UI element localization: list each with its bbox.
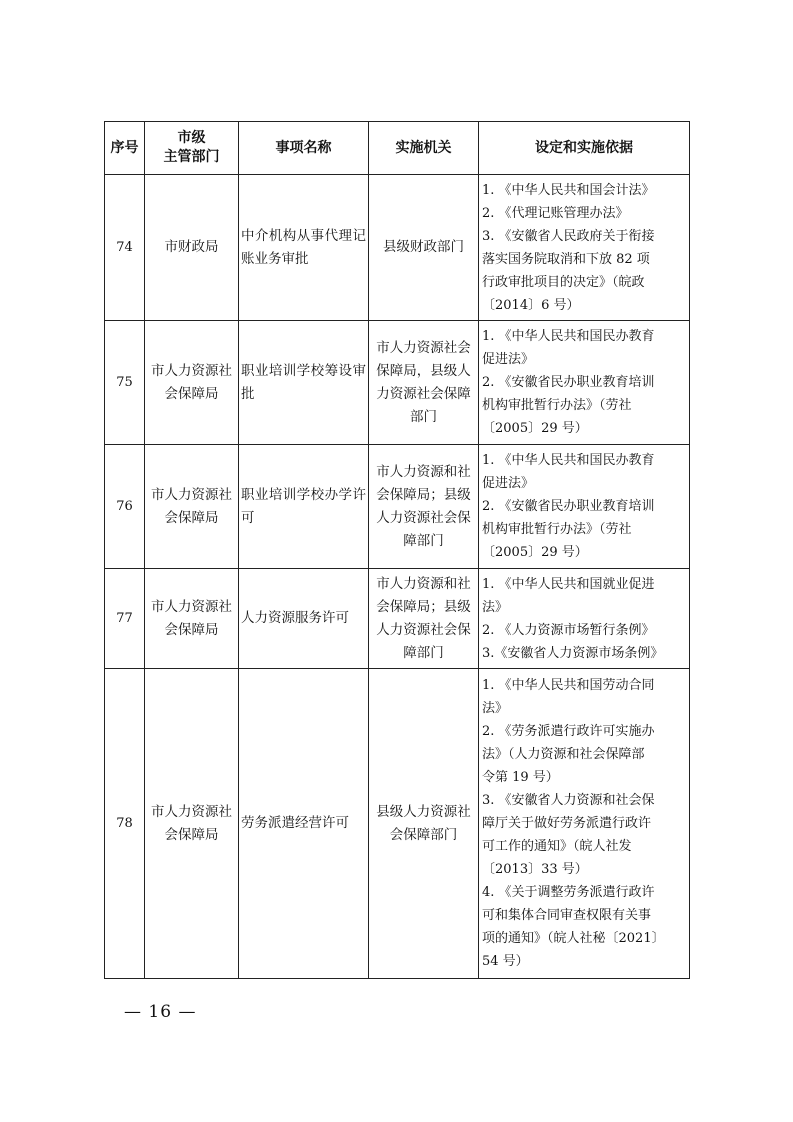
basis-line: 促进法》 (482, 352, 535, 367)
basis-line: 机构审批暂行办法》（劳社 (482, 522, 632, 537)
row-dept: 市人力资源社会保障局 (145, 669, 239, 979)
approval-items-table (104, 121, 690, 979)
basis-line: 促进法》 (482, 476, 535, 491)
basis-line: 4. 《关于调整劳务派遣行政许 (482, 885, 655, 900)
row-num: 77 (105, 569, 145, 669)
basis-line: 2. 《人力资源市场暂行条例》 (482, 622, 655, 638)
row-org: 县级人力资源社会保障部门 (369, 669, 479, 979)
basis-line: 法》（人力资源和社会保障部 (482, 747, 645, 762)
table-row (105, 669, 690, 979)
header-basis: 设定和实施依据 (479, 122, 690, 175)
basis-line: 〔2005〕29 号） (482, 545, 588, 560)
row-dept: 市财政局 (145, 175, 239, 321)
table-row (105, 445, 690, 569)
basis-line: 2. 《劳务派遣行政许可实施办 (482, 724, 655, 739)
table-header-row (105, 122, 690, 175)
basis-line: 可工作的通知》（皖人社发 (482, 839, 632, 854)
basis-line: 3. 《安徽省人民政府关于衔接 (482, 228, 655, 244)
row-dept: 市人力资源社会保障局 (145, 321, 239, 445)
basis-line: 可和集体合同审查权限有关事 (482, 908, 652, 923)
row-basis (479, 669, 690, 979)
row-item-name: 职业培训学校办学许可 (239, 445, 369, 569)
row-basis (479, 445, 690, 569)
basis-line: 2. 《安徽省民办职业教育培训 (482, 375, 655, 390)
row-basis (479, 569, 690, 669)
basis-line: 〔2005〕29 号） (482, 421, 588, 436)
basis-line: 1. 《中华人民共和国就业促进 (482, 576, 655, 592)
header-org: 实施机关 (369, 122, 479, 175)
row-org: 县级财政部门 (369, 175, 479, 321)
row-org: 市人力资源和社会保障局；县级人力资源社会保障部门 (369, 569, 479, 669)
basis-line: 项的通知》（皖人社秘〔2021〕 (482, 931, 665, 946)
row-org: 市人力资源和社会保障局；县级人力资源社会保障部门 (369, 445, 479, 569)
row-dept: 市人力资源社会保障局 (145, 569, 239, 669)
basis-line: 1. 《中华人民共和国民办教育 (482, 453, 655, 468)
basis-line: 1. 《中华人民共和国劳动合同 (482, 678, 655, 693)
basis-line: 1. 《中华人民共和国民办教育 (482, 329, 655, 344)
basis-line: 2. 《安徽省民办职业教育培训 (482, 499, 655, 514)
basis-line: 行政审批项目的决定》（皖政 (482, 274, 645, 290)
basis-line: 3.《安徽省人力资源市场条例》 (482, 645, 664, 661)
basis-line: 〔2013〕33 号） (482, 862, 588, 877)
basis-line: 54 号） (482, 954, 529, 969)
header-dept-line1: 市级 (177, 130, 206, 146)
row-num: 76 (105, 445, 145, 569)
basis-line: 3. 《安徽省人力资源和社会保 (482, 793, 655, 808)
row-basis (479, 175, 690, 321)
basis-line: 〔2014〕6 号） (482, 297, 580, 313)
basis-line: 2. 《代理记账管理办法》 (482, 205, 629, 221)
basis-line: 机构审批暂行办法》（劳社 (482, 398, 632, 413)
row-item-name: 劳务派遣经营许可 (239, 669, 369, 979)
row-org: 市人力资源社会保障局，县级人力资源社会保障部门 (369, 321, 479, 445)
row-item-name: 人力资源服务许可 (239, 569, 369, 669)
row-basis (479, 321, 690, 445)
row-dept: 市人力资源社会保障局 (145, 445, 239, 569)
basis-line: 障厅关于做好劳务派遣行政许 (482, 816, 652, 831)
header-name: 事项名称 (239, 122, 369, 175)
row-num: 74 (105, 175, 145, 321)
row-num: 78 (105, 669, 145, 979)
table-row (105, 175, 690, 321)
row-num: 75 (105, 321, 145, 445)
page-number: — 16 — (124, 1002, 197, 1022)
row-item-name: 职业培训学校筹设审批 (239, 321, 369, 445)
header-dept-line2: 主管部门 (163, 149, 220, 165)
basis-line: 落实国务院取消和下放 82 项 (482, 251, 650, 267)
header-num: 序号 (105, 122, 145, 175)
table-row (105, 569, 690, 669)
header-dept (145, 122, 239, 175)
row-item-name: 中介机构从事代理记账业务审批 (239, 175, 369, 321)
table-row (105, 321, 690, 445)
basis-line: 法》 (482, 599, 509, 615)
basis-line: 1. 《中华人民共和国会计法》 (482, 182, 655, 198)
basis-line: 令第 19 号） (482, 770, 559, 785)
basis-line: 法》 (482, 701, 509, 716)
